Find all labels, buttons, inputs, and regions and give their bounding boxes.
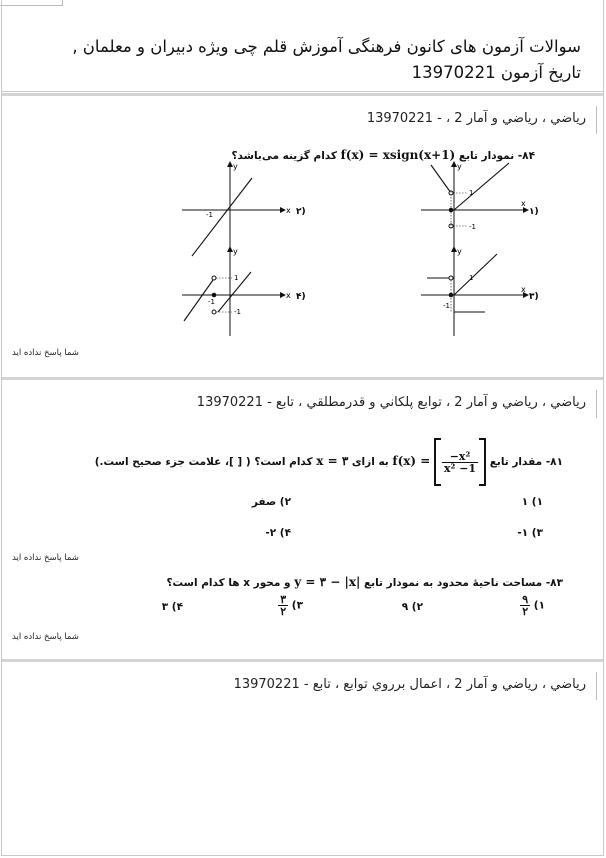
fraction-numerator: ۳ (280, 593, 287, 606)
axis-y-label: y (233, 247, 238, 256)
axis-y-label: y (457, 162, 462, 171)
tick-label: -1 (234, 308, 241, 316)
breadcrumb: رياضي ، رياضي و آمار 2 ، - 13970221 (367, 106, 597, 134)
tick-label: -1 (443, 302, 450, 310)
question-suffix: کدام است؟ ( [ ]، علامت جزء صحیح است.) (94, 456, 313, 468)
question-card-84 (2, 93, 603, 378)
question-suffix: کدام گزینه می‌باشد؟ (231, 150, 337, 162)
page-title: سوالات آزمون های کانون فرهنگی آموزش قلم چی ویژه دبیران و معلمان , تاریخ آزمون 13970221 (72, 37, 581, 82)
breadcrumb: رياضي ، رياضي و آمار 2 ، توابع پلكاني و قدرمطلقي ، تابع - 13970221 (197, 390, 597, 418)
axis-x-label: x (521, 285, 526, 294)
fraction-numerator: −x² (442, 451, 478, 463)
answer-option-4[interactable]: ۴) ۲- (265, 527, 291, 539)
tick-label: 1 (469, 189, 474, 197)
axis-x-label: x (286, 206, 291, 215)
answer-option-3[interactable]: ۳) ۱- (517, 527, 543, 539)
fraction (278, 594, 288, 617)
question-text-84 (231, 148, 535, 162)
question-card-functions (2, 659, 603, 855)
function-expression (392, 438, 486, 486)
option-label: ۱) (533, 599, 545, 612)
tick-label: -1 (208, 298, 215, 306)
question-number: ۸۴- (517, 150, 535, 162)
x-value: x = ۳ (316, 454, 349, 468)
exam-header (1, 6, 603, 92)
breadcrumb: رياضي ، رياضي و آمار 2 ، اعمال برروي توابع ، تابع - 13970221 (234, 672, 597, 700)
answer-option-2[interactable]: ۲) ۹ (401, 601, 423, 613)
answer-option-3[interactable] (278, 594, 303, 617)
question-prefix: مقدار تابع (489, 456, 543, 468)
no-answer-note: شما پاسخ نداده اید (12, 553, 79, 563)
question-prefix: مساحت ناحیهٔ محدود به نمودار تابع (364, 577, 543, 589)
tick-label: -1 (206, 211, 213, 219)
answer-option-4[interactable]: ۴) ۳ (161, 601, 183, 613)
question-text-81 (95, 438, 563, 486)
question-suffix: و محور x ها کدام است؟ (166, 577, 291, 589)
option-label: ۳) (529, 292, 539, 302)
axis-x-label: x (286, 291, 291, 300)
question-formula: y = ۳ − |x| (294, 575, 361, 589)
floor-bracket (434, 438, 486, 486)
fraction-numerator: ۹ (522, 593, 529, 606)
fraction-denominator: ۲ (522, 605, 529, 618)
no-answer-note: شما پاسخ نداده اید (12, 348, 79, 358)
option-label: ۲) (296, 207, 306, 217)
answer-option-1[interactable] (520, 594, 545, 617)
option-label: ۳) (291, 599, 303, 612)
axis-y-label: y (457, 247, 462, 256)
question-text-83 (166, 575, 563, 589)
fraction-denominator: ۲ (280, 605, 287, 618)
question-number: ۸۳- (545, 577, 563, 589)
question-middle: به ازای (351, 456, 389, 468)
fraction (520, 594, 530, 617)
question-formula: f(x) = xsign(x+1) (340, 148, 456, 162)
graph-option-3 (417, 246, 567, 341)
formula-lhs: f(x) = (392, 454, 431, 468)
answer-option-2[interactable]: ۲) صفر (251, 496, 291, 508)
answer-option-1[interactable]: ۱) ۱ (521, 496, 543, 508)
fraction (442, 451, 478, 474)
question-prefix: نمودار تابع (458, 150, 515, 162)
graph-option-4 (178, 246, 328, 341)
option-label: ۴) (296, 292, 306, 302)
question-card-81-83 (2, 377, 603, 660)
option-label: ۱) (529, 207, 539, 217)
tick-label: 1 (469, 274, 474, 282)
tick-label: -1 (469, 223, 476, 231)
question-number: ۸۱- (545, 456, 563, 468)
fraction-denominator: x² −1 (443, 461, 477, 475)
tick-label: 1 (234, 274, 239, 282)
no-answer-note: شما پاسخ نداده اید (12, 632, 79, 642)
axis-y-label: y (233, 162, 238, 171)
axis-x-label: x (521, 199, 526, 208)
